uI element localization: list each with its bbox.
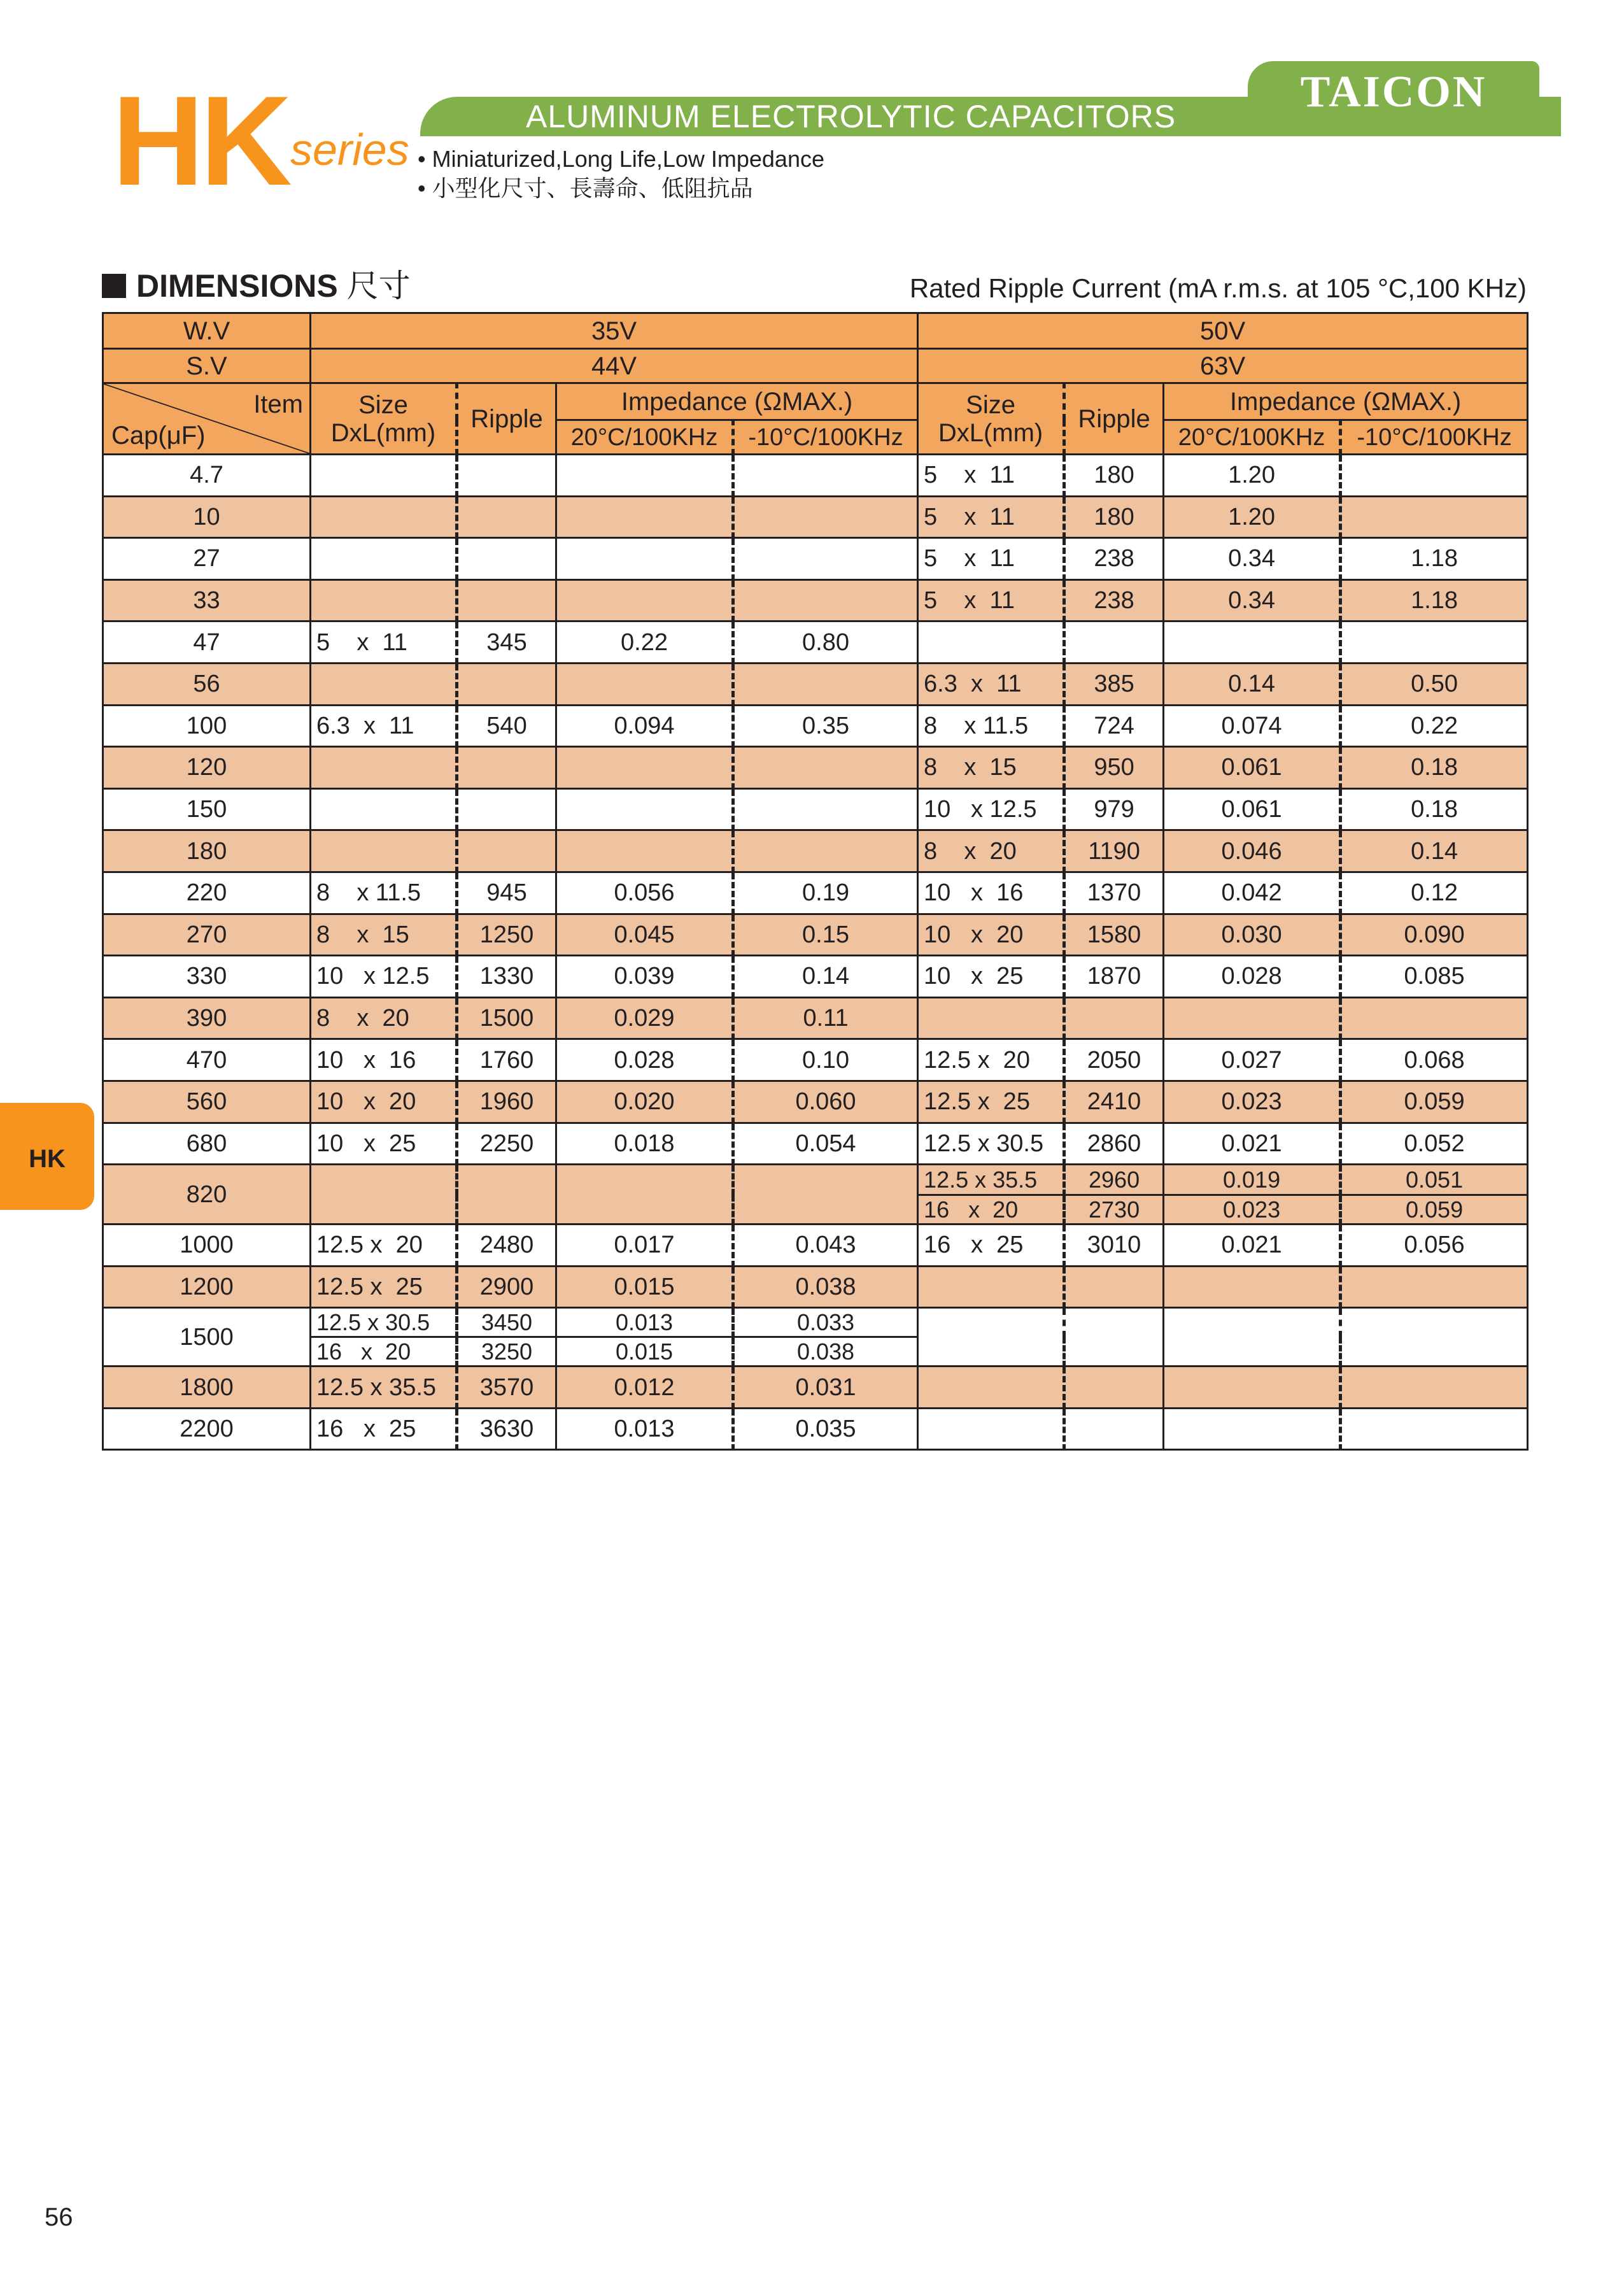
wv35-size	[311, 788, 457, 830]
cap-value: 150	[103, 788, 311, 830]
series-code: HK	[112, 70, 288, 212]
series-word: series	[290, 125, 409, 174]
wv50-size: 10 x 25	[918, 956, 1064, 998]
table-row	[103, 1308, 1528, 1337]
wv-row	[103, 313, 1528, 349]
table-row	[103, 496, 1528, 538]
cap-value: 27	[103, 538, 311, 580]
table-row	[103, 747, 1528, 789]
wv35-zm10: 0.15	[733, 914, 918, 956]
wv50-ripple: 950	[1064, 747, 1164, 789]
table-row	[103, 1081, 1528, 1123]
wv35-zm10	[733, 538, 918, 580]
wv35-size	[311, 538, 457, 580]
wv50-zm10	[1341, 621, 1528, 664]
wv35-ripple: 1250	[457, 914, 556, 956]
wv50-size: 8 x 15	[918, 747, 1064, 789]
section-square-icon	[102, 274, 126, 298]
table-row	[103, 1123, 1528, 1165]
wv50-size	[918, 997, 1064, 1039]
wv50-ripple	[1064, 1367, 1164, 1409]
wv35-ripple	[457, 455, 556, 497]
wv50-z20	[1164, 1308, 1341, 1367]
wv50-zm10	[1341, 997, 1528, 1039]
cap-value: 1800	[103, 1367, 311, 1409]
sv-label: S.V	[103, 349, 311, 383]
wv35-z20: 0.013	[556, 1408, 733, 1450]
wv50-z20: 1.20	[1164, 496, 1341, 538]
wv35-z20	[556, 788, 733, 830]
cap-value: 1500	[103, 1308, 311, 1367]
wv50-size: 8 x 20	[918, 830, 1064, 872]
feature-bullet-zh: • 小型化尺寸、長壽命、低阻抗品	[418, 175, 753, 201]
wv50-size: 6.3 x 11	[918, 663, 1064, 705]
table-row	[103, 914, 1528, 956]
wv35-z20	[556, 455, 733, 497]
wv35-ripple	[457, 579, 556, 621]
wv50-ripple: 2730	[1064, 1195, 1164, 1225]
z20-header-50: 20°C/100KHz	[1164, 420, 1341, 455]
wv35-size	[311, 747, 457, 789]
wv35-size	[311, 830, 457, 872]
cap-value: 470	[103, 1039, 311, 1081]
wv50-z20: 0.027	[1164, 1039, 1341, 1081]
wv35-size: 12.5 x 30.5	[311, 1308, 457, 1337]
wv35-zm10	[733, 788, 918, 830]
wv35-ripple: 3630	[457, 1408, 556, 1450]
wv50-zm10: 1.18	[1341, 579, 1528, 621]
wv50-size	[918, 1367, 1064, 1409]
wv50-size: 5 x 11	[918, 455, 1064, 497]
wv50-ripple: 2860	[1064, 1123, 1164, 1165]
wv50-ripple	[1064, 1308, 1164, 1367]
wv35-z20	[556, 1165, 733, 1225]
cap-value: 33	[103, 579, 311, 621]
impedance-header-35: Impedance (ΩMAX.)	[556, 383, 918, 420]
wv50-zm10: 0.50	[1341, 663, 1528, 705]
cap-value: 2200	[103, 1408, 311, 1450]
table-row	[103, 1266, 1528, 1308]
wv50-z20: 0.042	[1164, 872, 1341, 914]
wv35-size: 16 x 20	[311, 1337, 457, 1367]
wv35-zm10: 0.10	[733, 1039, 918, 1081]
dxl-label: DxL(mm)	[330, 418, 436, 447]
table-row	[103, 579, 1528, 621]
wv50-z20: 0.023	[1164, 1081, 1341, 1123]
wv35-ripple	[457, 538, 556, 580]
wv50-size: 10 x 12.5	[918, 788, 1064, 830]
wv35-size: 12.5 x 20	[311, 1225, 457, 1267]
wv35-ripple	[457, 830, 556, 872]
wv35-size: 8 x 11.5	[311, 872, 457, 914]
wv50-zm10	[1341, 455, 1528, 497]
cap-value: 47	[103, 621, 311, 664]
wv50-zm10: 0.052	[1341, 1123, 1528, 1165]
size-label: Size	[358, 390, 408, 419]
wv35-size: 6.3 x 11	[311, 705, 457, 747]
table-row	[103, 1408, 1528, 1450]
wv35-z20	[556, 747, 733, 789]
category-label: ALUMINUM ELECTROLYTIC CAPACITORS	[526, 99, 1176, 134]
wv35-zm10: 0.035	[733, 1408, 918, 1450]
wv50-size	[918, 1408, 1064, 1450]
wv50-ripple: 1370	[1064, 872, 1164, 914]
wv50-z20	[1164, 1408, 1341, 1450]
wv35-z20: 0.012	[556, 1367, 733, 1409]
wv35-zm10: 0.060	[733, 1081, 918, 1123]
ripple-header-35: Ripple	[457, 383, 556, 455]
table-row	[103, 788, 1528, 830]
wv50-zm10	[1341, 1367, 1528, 1409]
cap-value: 390	[103, 997, 311, 1039]
wv35-size	[311, 455, 457, 497]
wv35-zm10	[733, 663, 918, 705]
wv50-zm10	[1341, 1266, 1528, 1308]
wv50-size: 12.5 x 25	[918, 1081, 1064, 1123]
wv-35: 35V	[311, 313, 918, 349]
wv35-z20	[556, 496, 733, 538]
wv50-size: 12.5 x 35.5	[918, 1165, 1064, 1195]
wv35-ripple	[457, 747, 556, 789]
wv50-zm10: 0.085	[1341, 956, 1528, 998]
wv50-z20	[1164, 1367, 1341, 1409]
wv35-size: 5 x 11	[311, 621, 457, 664]
wv35-ripple	[457, 663, 556, 705]
wv35-size: 8 x 15	[311, 914, 457, 956]
wv50-size: 10 x 16	[918, 872, 1064, 914]
wv35-size	[311, 496, 457, 538]
rated-ripple-note: Rated Ripple Current (mA r.m.s. at 105 °C,100 KHz)	[909, 273, 1527, 303]
wv35-zm10	[733, 455, 918, 497]
wv50-ripple: 238	[1064, 579, 1164, 621]
wv50-ripple	[1064, 1408, 1164, 1450]
column-header-row	[103, 383, 1528, 420]
wv-label: W.V	[103, 313, 311, 349]
wv35-z20: 0.013	[556, 1308, 733, 1337]
wv35-ripple: 1330	[457, 956, 556, 998]
sv-50: 63V	[918, 349, 1528, 383]
wv35-ripple: 945	[457, 872, 556, 914]
z20-header-35: 20°C/100KHz	[556, 420, 733, 455]
wv35-zm10: 0.043	[733, 1225, 918, 1267]
wv50-zm10	[1341, 496, 1528, 538]
wv50-ripple: 238	[1064, 538, 1164, 580]
wv35-zm10: 0.19	[733, 872, 918, 914]
cap-value: 100	[103, 705, 311, 747]
table-row	[103, 830, 1528, 872]
item-label: Item	[253, 390, 303, 418]
wv50-zm10: 0.059	[1341, 1081, 1528, 1123]
wv35-z20: 0.039	[556, 956, 733, 998]
wv35-zm10	[733, 747, 918, 789]
cap-value: 56	[103, 663, 311, 705]
cap-value: 1000	[103, 1225, 311, 1267]
wv50-ripple: 3010	[1064, 1225, 1164, 1267]
wv35-size: 10 x 25	[311, 1123, 457, 1165]
wv35-zm10: 0.11	[733, 997, 918, 1039]
wv50-size	[918, 1308, 1064, 1367]
wv50-ripple: 979	[1064, 788, 1164, 830]
wv50-zm10: 0.22	[1341, 705, 1528, 747]
wv50-ripple: 724	[1064, 705, 1164, 747]
wv35-z20: 0.015	[556, 1337, 733, 1367]
wv35-ripple: 1500	[457, 997, 556, 1039]
wv35-size: 16 x 25	[311, 1408, 457, 1450]
wv50-size: 16 x 20	[918, 1195, 1064, 1225]
table-row	[103, 705, 1528, 747]
impedance-header-50: Impedance (ΩMAX.)	[1164, 383, 1528, 420]
wv50-ripple: 385	[1064, 663, 1164, 705]
ripple-header-50: Ripple	[1064, 383, 1164, 455]
table-row	[103, 621, 1528, 664]
table-row	[103, 872, 1528, 914]
wv50-zm10: 0.059	[1341, 1195, 1528, 1225]
wv50-zm10: 0.090	[1341, 914, 1528, 956]
wv35-size: 10 x 20	[311, 1081, 457, 1123]
wv50-ripple	[1064, 1266, 1164, 1308]
table-row	[103, 956, 1528, 998]
wv35-z20: 0.015	[556, 1266, 733, 1308]
table-row	[103, 538, 1528, 580]
wv50-ripple: 180	[1064, 496, 1164, 538]
brand-logo: TAICON	[1300, 67, 1487, 117]
wv35-zm10: 0.14	[733, 956, 918, 998]
size-label: Size	[966, 390, 1015, 419]
wv35-zm10: 0.054	[733, 1123, 918, 1165]
wv35-zm10: 0.35	[733, 705, 918, 747]
wv50-z20	[1164, 1266, 1341, 1308]
table-row	[103, 1039, 1528, 1081]
size-header-50	[918, 383, 1064, 455]
wv50-z20: 0.34	[1164, 538, 1341, 580]
wv35-size	[311, 663, 457, 705]
wv50-zm10: 0.18	[1341, 747, 1528, 789]
wv50-ripple	[1064, 621, 1164, 664]
wv50-z20: 0.019	[1164, 1165, 1341, 1195]
wv35-z20	[556, 663, 733, 705]
wv35-z20: 0.22	[556, 621, 733, 664]
wv50-size: 10 x 20	[918, 914, 1064, 956]
feature-bullet-en: • Miniaturized,Long Life,Low Impedance	[418, 146, 824, 172]
wv35-zm10: 0.038	[733, 1266, 918, 1308]
wv50-size: 8 x 11.5	[918, 705, 1064, 747]
wv35-ripple	[457, 496, 556, 538]
wv35-z20: 0.018	[556, 1123, 733, 1165]
wv35-ripple: 1960	[457, 1081, 556, 1123]
wv50-zm10: 0.056	[1341, 1225, 1528, 1267]
wv50-zm10	[1341, 1308, 1528, 1367]
wv35-ripple: 1760	[457, 1039, 556, 1081]
wv35-zm10: 0.038	[733, 1337, 918, 1367]
wv50-z20: 0.34	[1164, 579, 1341, 621]
wv35-z20: 0.094	[556, 705, 733, 747]
cap-value: 820	[103, 1165, 311, 1225]
wv35-z20: 0.028	[556, 1039, 733, 1081]
wv50-ripple: 1870	[1064, 956, 1164, 998]
wv50-size	[918, 1266, 1064, 1308]
wv35-ripple: 2900	[457, 1266, 556, 1308]
wv35-size	[311, 1165, 457, 1225]
item-cap-header	[103, 383, 311, 455]
wv50-zm10: 1.18	[1341, 538, 1528, 580]
wv50-z20: 0.021	[1164, 1225, 1341, 1267]
section-title	[136, 270, 411, 302]
wv35-ripple: 2480	[457, 1225, 556, 1267]
wv50-zm10: 0.18	[1341, 788, 1528, 830]
wv35-size: 8 x 20	[311, 997, 457, 1039]
wv35-ripple	[457, 788, 556, 830]
wv35-z20: 0.020	[556, 1081, 733, 1123]
wv50-ripple: 180	[1064, 455, 1164, 497]
wv35-size: 12.5 x 35.5	[311, 1367, 457, 1409]
table-row	[103, 455, 1528, 497]
wv35-size: 10 x 12.5	[311, 956, 457, 998]
cap-value: 120	[103, 747, 311, 789]
wv35-z20: 0.029	[556, 997, 733, 1039]
table-row	[103, 663, 1528, 705]
dxl-label: DxL(mm)	[938, 418, 1043, 447]
wv50-z20: 0.074	[1164, 705, 1341, 747]
wv50-z20	[1164, 997, 1341, 1039]
wv50-ripple: 2960	[1064, 1165, 1164, 1195]
wv50-ripple: 1190	[1064, 830, 1164, 872]
wv50-z20: 0.028	[1164, 956, 1341, 998]
wv35-ripple	[457, 1165, 556, 1225]
wv50-ripple: 1580	[1064, 914, 1164, 956]
size-header-35	[311, 383, 457, 455]
wv35-ripple: 540	[457, 705, 556, 747]
wv35-z20: 0.045	[556, 914, 733, 956]
wv35-ripple: 3250	[457, 1337, 556, 1367]
wv50-ripple: 2410	[1064, 1081, 1164, 1123]
cap-value: 270	[103, 914, 311, 956]
cap-value: 560	[103, 1081, 311, 1123]
wv35-z20: 0.017	[556, 1225, 733, 1267]
wv35-ripple: 345	[457, 621, 556, 664]
wv35-z20	[556, 538, 733, 580]
wv50-z20: 0.021	[1164, 1123, 1341, 1165]
wv35-zm10: 0.80	[733, 621, 918, 664]
sv-row	[103, 349, 1528, 383]
page-number: 56	[45, 2203, 73, 2231]
cap-value: 4.7	[103, 455, 311, 497]
cap-value: 220	[103, 872, 311, 914]
wv35-size: 12.5 x 25	[311, 1266, 457, 1308]
wv50-zm10: 0.14	[1341, 830, 1528, 872]
wv50-zm10: 0.051	[1341, 1165, 1528, 1195]
wv50-size: 5 x 11	[918, 496, 1064, 538]
wv50-size: 5 x 11	[918, 538, 1064, 580]
wv50-ripple	[1064, 997, 1164, 1039]
wv50-size: 5 x 11	[918, 579, 1064, 621]
series-side-tab-label: HK	[29, 1145, 66, 1173]
wv35-zm10: 0.031	[733, 1367, 918, 1409]
wv35-z20: 0.056	[556, 872, 733, 914]
table-row	[103, 1165, 1528, 1195]
wv50-z20: 1.20	[1164, 455, 1341, 497]
section-title-zh: 尺寸	[346, 268, 411, 304]
wv50-size: 12.5 x 20	[918, 1039, 1064, 1081]
dimensions-table	[102, 312, 1529, 1451]
table-row	[103, 1225, 1528, 1267]
section-title-en: DIMENSIONS	[136, 268, 338, 304]
cap-value: 330	[103, 956, 311, 998]
wv35-z20	[556, 830, 733, 872]
wv50-z20: 0.046	[1164, 830, 1341, 872]
wv50-zm10: 0.12	[1341, 872, 1528, 914]
cap-value: 1200	[103, 1266, 311, 1308]
table-row	[103, 997, 1528, 1039]
wv35-size	[311, 579, 457, 621]
zm10-header-35: -10°C/100KHz	[733, 420, 918, 455]
wv50-zm10	[1341, 1408, 1528, 1450]
wv50-size: 12.5 x 30.5	[918, 1123, 1064, 1165]
wv50-z20: 0.023	[1164, 1195, 1341, 1225]
wv50-z20: 0.061	[1164, 788, 1341, 830]
wv35-ripple: 3450	[457, 1308, 556, 1337]
wv50-z20: 0.061	[1164, 747, 1341, 789]
wv50-z20	[1164, 621, 1341, 664]
cap-value: 680	[103, 1123, 311, 1165]
wv35-ripple: 2250	[457, 1123, 556, 1165]
wv35-zm10	[733, 1165, 918, 1225]
cap-value: 10	[103, 496, 311, 538]
zm10-header-50: -10°C/100KHz	[1341, 420, 1528, 455]
wv35-z20	[556, 579, 733, 621]
wv50-zm10: 0.068	[1341, 1039, 1528, 1081]
wv-50: 50V	[918, 313, 1528, 349]
wv35-zm10	[733, 496, 918, 538]
wv35-ripple: 3570	[457, 1367, 556, 1409]
wv35-size: 10 x 16	[311, 1039, 457, 1081]
sv-35: 44V	[311, 349, 918, 383]
wv50-size	[918, 621, 1064, 664]
cap-label: Cap(μF)	[111, 422, 206, 450]
wv50-ripple: 2050	[1064, 1039, 1164, 1081]
wv35-zm10	[733, 579, 918, 621]
cap-value: 180	[103, 830, 311, 872]
table-row	[103, 1367, 1528, 1409]
wv35-zm10	[733, 830, 918, 872]
wv50-z20: 0.14	[1164, 663, 1341, 705]
wv50-z20: 0.030	[1164, 914, 1341, 956]
wv50-size: 16 x 25	[918, 1225, 1064, 1267]
wv35-zm10: 0.033	[733, 1308, 918, 1337]
